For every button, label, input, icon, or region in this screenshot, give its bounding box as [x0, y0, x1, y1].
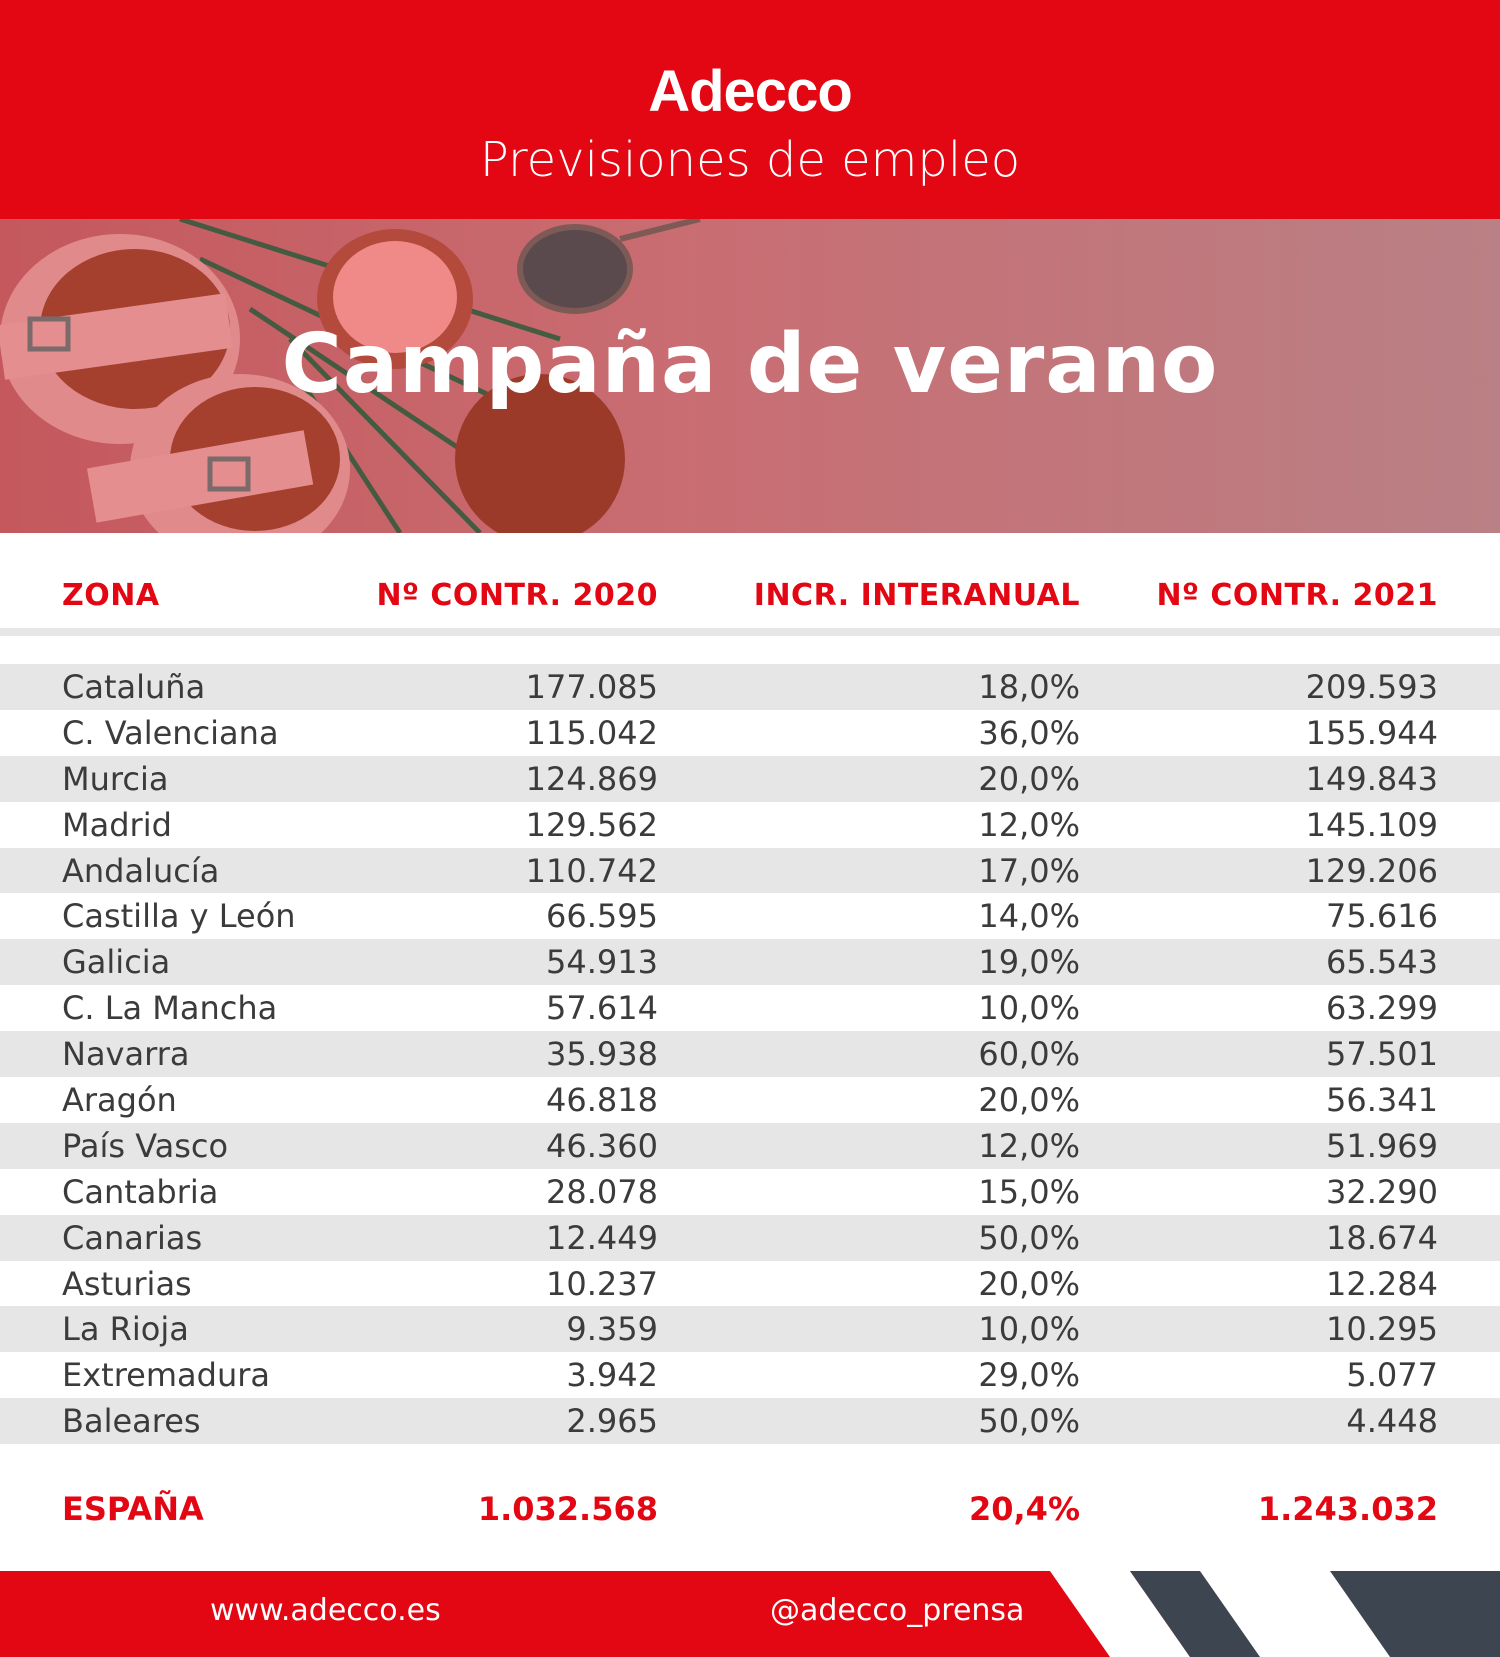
cell-contr-2020: 177.085	[525, 668, 658, 706]
total-label: ESPAÑA	[62, 1490, 204, 1528]
cell-contr-2021: 4.448	[1346, 1402, 1438, 1441]
cell-zona: Madrid	[62, 805, 172, 844]
total-incr: 20,4%	[968, 1490, 1080, 1528]
cell-incr: 50,0%	[978, 1218, 1080, 1257]
column-header-contr-2020: Nº CONTR. 2020	[376, 578, 658, 613]
cell-contr-2020: 46.818	[546, 1081, 658, 1120]
cell-zona: Baleares	[62, 1402, 201, 1441]
cell-contr-2021: 65.543	[1326, 943, 1438, 982]
cell-contr-2021: 18.674	[1326, 1218, 1438, 1257]
cell-contr-2020: 129.562	[525, 805, 658, 844]
table-row	[0, 1077, 1500, 1123]
cell-incr: 50,0%	[978, 1402, 1080, 1441]
cell-incr: 17,0%	[978, 851, 1080, 890]
table-row	[0, 756, 1500, 802]
cell-zona: Cataluña	[62, 668, 206, 706]
cell-zona: Castilla y León	[62, 897, 296, 936]
cell-incr: 36,0%	[978, 713, 1080, 752]
cell-zona: Galicia	[62, 943, 171, 982]
cell-zona: C. La Mancha	[62, 989, 278, 1028]
total-contr-2020: 1.032.568	[477, 1490, 658, 1528]
cell-contr-2021: 145.109	[1305, 805, 1438, 844]
table-row	[0, 664, 1500, 710]
cell-contr-2020: 10.237	[546, 1264, 658, 1303]
cell-zona: Aragón	[62, 1081, 177, 1120]
summer-banner	[0, 219, 1500, 533]
cell-contr-2020: 57.614	[546, 989, 658, 1028]
footer	[0, 1571, 1500, 1657]
cell-zona: Cantabria	[62, 1172, 219, 1211]
cell-contr-2020: 46.360	[546, 1126, 658, 1165]
cell-contr-2021: 149.843	[1305, 759, 1438, 798]
cell-contr-2020: 35.938	[546, 1035, 658, 1074]
twitter-handle-link[interactable]: @adecco_prensa	[770, 1593, 1025, 1628]
table-row	[0, 1031, 1500, 1077]
cell-contr-2020: 54.913	[546, 943, 658, 982]
table-row	[0, 1352, 1500, 1398]
cell-incr: 20,0%	[978, 1264, 1080, 1303]
cell-zona: Murcia	[62, 759, 169, 798]
table-row	[0, 1306, 1500, 1352]
table-row	[0, 985, 1500, 1031]
cell-zona: Canarias	[62, 1218, 203, 1257]
cell-contr-2020: 110.742	[525, 851, 658, 890]
website-link[interactable]: www.adecco.es	[210, 1593, 441, 1628]
cell-contr-2021: 209.593	[1305, 668, 1438, 706]
cell-contr-2021: 63.299	[1326, 989, 1438, 1028]
cell-contr-2021: 51.969	[1326, 1126, 1438, 1165]
cell-contr-2020: 9.359	[566, 1310, 658, 1349]
cell-contr-2021: 12.284	[1326, 1264, 1438, 1303]
table-row	[0, 848, 1500, 894]
table-row	[0, 802, 1500, 848]
column-header-contr-2021: Nº CONTR. 2021	[1156, 578, 1438, 613]
cell-contr-2020: 3.942	[566, 1356, 658, 1395]
cell-contr-2021: 129.206	[1305, 851, 1438, 890]
cell-contr-2021: 10.295	[1326, 1310, 1438, 1349]
cell-incr: 12,0%	[978, 805, 1080, 844]
cell-incr: 20,0%	[978, 1081, 1080, 1120]
cell-incr: 29,0%	[978, 1356, 1080, 1395]
cell-incr: 15,0%	[978, 1172, 1080, 1211]
column-header-incr-interanual: INCR. INTERANUAL	[753, 578, 1080, 613]
banner-title: Campaña de verano	[281, 317, 1219, 412]
cell-incr: 19,0%	[978, 943, 1080, 982]
cell-incr: 12,0%	[978, 1126, 1080, 1165]
cell-contr-2021: 155.944	[1305, 713, 1438, 752]
cell-incr: 18,0%	[978, 668, 1080, 706]
cell-zona: Asturias	[62, 1264, 192, 1303]
cell-incr: 10,0%	[978, 1310, 1080, 1349]
table-row	[0, 1261, 1500, 1307]
cell-contr-2021: 57.501	[1326, 1035, 1438, 1074]
cell-contr-2020: 12.449	[546, 1218, 658, 1257]
table-row	[0, 710, 1500, 756]
cell-zona: La Rioja	[62, 1310, 189, 1349]
cell-contr-2021: 5.077	[1346, 1356, 1438, 1395]
cell-contr-2021: 75.616	[1326, 897, 1438, 936]
table-row	[0, 1123, 1500, 1169]
adecco-logo: Adecco	[648, 59, 852, 124]
cell-contr-2020: 28.078	[546, 1172, 658, 1211]
cell-contr-2020: 2.965	[566, 1402, 658, 1441]
cell-zona: C. Valenciana	[62, 713, 279, 752]
cell-zona: País Vasco	[62, 1126, 229, 1165]
table-row	[0, 1398, 1500, 1444]
cell-contr-2021: 56.341	[1326, 1081, 1438, 1120]
cell-incr: 14,0%	[978, 897, 1080, 936]
column-header-zona: ZONA	[62, 578, 160, 613]
cell-zona: Extremadura	[62, 1356, 270, 1395]
cell-zona: Navarra	[62, 1035, 190, 1074]
table-row	[0, 1169, 1500, 1215]
cell-contr-2020: 124.869	[525, 759, 658, 798]
cell-zona: Andalucía	[62, 851, 220, 890]
cell-incr: 10,0%	[978, 989, 1080, 1028]
table-row	[0, 1215, 1500, 1261]
table-row	[0, 893, 1500, 939]
data-table	[0, 664, 1500, 1444]
header-subtitle: Previsiones de empleo	[479, 132, 1021, 188]
table-row	[0, 939, 1500, 985]
cell-contr-2020: 66.595	[546, 897, 658, 936]
cell-contr-2020: 115.042	[525, 713, 658, 752]
total-contr-2021: 1.243.032	[1257, 1490, 1438, 1528]
cell-incr: 20,0%	[978, 759, 1080, 798]
cell-contr-2021: 32.290	[1326, 1172, 1438, 1211]
header	[0, 0, 1500, 219]
cell-incr: 60,0%	[978, 1035, 1080, 1074]
header-divider	[0, 628, 1500, 636]
